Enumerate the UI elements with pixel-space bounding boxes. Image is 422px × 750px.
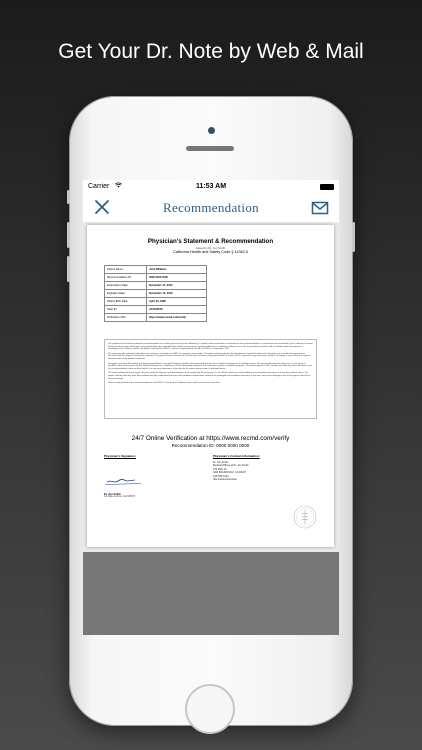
legal-paragraph: The purpose of this medical marijuana recommendation is to clearly represent that the individual (i.e. patient) whose information is indicated on this recommendation is a patient who was evaluated by the California Licensed Physician whose name and license are printed below, who concluded that, based on the patient's medical problems (i.e. medical conditions), he or she is permitted to possess and to cultivate medical marijuana in accordance with California Health and Safety Code Section 11362.5, and the Compassionate Use Act of 1996 (i.e. Proposition 215). bbox=[108, 343, 313, 351]
recommendation-document bbox=[87, 225, 334, 547]
field-label: Examination Date: bbox=[105, 282, 147, 290]
contact-info bbox=[213, 461, 249, 481]
legal-terms-box bbox=[104, 339, 317, 419]
field-value: November 15, 2016 bbox=[147, 290, 207, 298]
field-label: Patient Name: bbox=[105, 266, 147, 274]
document-viewer[interactable] bbox=[83, 222, 339, 552]
earpiece-speaker bbox=[186, 146, 234, 151]
page-title: Recommendation bbox=[163, 200, 259, 215]
phone-screen bbox=[83, 180, 339, 635]
table-row bbox=[105, 290, 207, 298]
contact-heading: Physician's Contact Information: bbox=[213, 454, 260, 458]
carrier-label: Carrier bbox=[88, 183, 110, 190]
field-value: A12345678 bbox=[147, 306, 207, 314]
field-value: https://www.recmd.com/verify bbox=[147, 314, 207, 322]
battery-icon bbox=[320, 184, 334, 190]
empty-area bbox=[83, 552, 339, 635]
verification-line: 24/7 Online Verification at https://www.recmd.com/verify bbox=[131, 435, 290, 442]
table-row bbox=[105, 298, 207, 306]
volume-up-button bbox=[67, 222, 70, 248]
legal-paragraph: The patient understands and agrees that this medical marijuana recommendation can be revoked by the physician (i.e. the office) if said terms and conditions are violated by the patient or at any time without notice. The patient confirms that they have been advised and fully understand the terms and conditions stated above, and that the prolonged use of medical marijuana, if any form, may cause damage to any of the organs and cells of the human body. bbox=[108, 372, 311, 380]
field-label: Patient Birth Date: bbox=[105, 298, 147, 306]
physician-license: CA State License: G12345678 bbox=[104, 496, 135, 498]
table-row bbox=[105, 314, 207, 322]
mute-switch bbox=[67, 190, 70, 204]
status-time: 11:53 AM bbox=[195, 183, 227, 190]
field-value: November 14, 2015 bbox=[147, 282, 207, 290]
field-value: 0000 0000 0000 bbox=[147, 274, 207, 282]
contact-line: 415-555-1234 bbox=[213, 474, 229, 478]
table-row bbox=[105, 266, 207, 274]
navigation-bar bbox=[83, 194, 339, 223]
field-value: John Williams bbox=[147, 266, 207, 274]
volume-down-button bbox=[67, 256, 70, 282]
legal-paragraph: Patient understands that this recommendation is valid ONLY in the State of California and is void if used across state lines. bbox=[108, 382, 221, 385]
physician-signature bbox=[105, 475, 145, 487]
physician-name: Dr. Jon Smith bbox=[104, 493, 121, 496]
contact-line: 123 Main St. bbox=[213, 467, 228, 471]
headline: Get Your Dr. Note by Web & Mail bbox=[58, 40, 364, 63]
field-value: April 20, 1980 bbox=[147, 298, 207, 306]
contact-line: Dr. Jon Smith bbox=[213, 461, 229, 464]
field-label: Recommendation ID: bbox=[105, 274, 147, 282]
power-button bbox=[352, 222, 355, 252]
mail-icon[interactable] bbox=[310, 198, 330, 218]
patient-info-table bbox=[104, 265, 207, 322]
legal-paragraph: The patient assumes full medical and legal responsibility for any and all legal and health risks associated with the use of medical marijuana as a treatment option. The patient authorizes the physician (i.e. the office of RecMD) to discuss the issues of their medical problems (i.e. conditions) and the information contained in this document only for verification purposes. The patient agrees to NOT transfer, nor allow any other individual to use this recommendation, either on their behalf, or in any way whatsoever, other than by the patient whose name is indicated herein. bbox=[108, 362, 312, 370]
document-issuer: issued by Dr. Jon Smith bbox=[195, 246, 226, 250]
table-row bbox=[105, 274, 207, 282]
contact-line: http://www.www.www bbox=[213, 478, 237, 482]
front-camera bbox=[208, 127, 215, 134]
document-code: California Health and Safety Code § 11362.5 bbox=[172, 250, 249, 254]
home-button[interactable] bbox=[185, 684, 235, 734]
medical-seal-icon bbox=[293, 505, 317, 529]
field-label: Verification URL: bbox=[105, 314, 147, 322]
status-bar bbox=[83, 180, 339, 194]
recommendation-id-line: Recommendation ID: 0000 0000 0000 bbox=[171, 443, 250, 448]
table-row bbox=[105, 282, 207, 290]
table-row bbox=[105, 306, 207, 314]
document-title: Physician's Statement & Recommendation bbox=[147, 238, 274, 245]
contact-line: Medical Offices of Dr. Jon Smith bbox=[213, 464, 249, 468]
signature-heading: Physician's Signature: bbox=[104, 454, 137, 458]
contact-line: SAN FRANCISCO, CA 94107 bbox=[213, 471, 246, 475]
legal-paragraph: The physician who evaluated said patient acts only as a consultant and NOT as a primary care provider. The patient confirms the fact that the potential medical benefits and risks of the use of medical marijuana were discussed with the physician during the evaluation. The patient further confirms the fact that they have been clearly informed NOT to drive, NOT to operate heavy machinery, and NOT to engage in any activity that requires alertness while using medical marijuana. bbox=[108, 352, 311, 360]
field-label: State ID: bbox=[105, 306, 147, 314]
field-label: Expiration Date: bbox=[105, 290, 147, 298]
